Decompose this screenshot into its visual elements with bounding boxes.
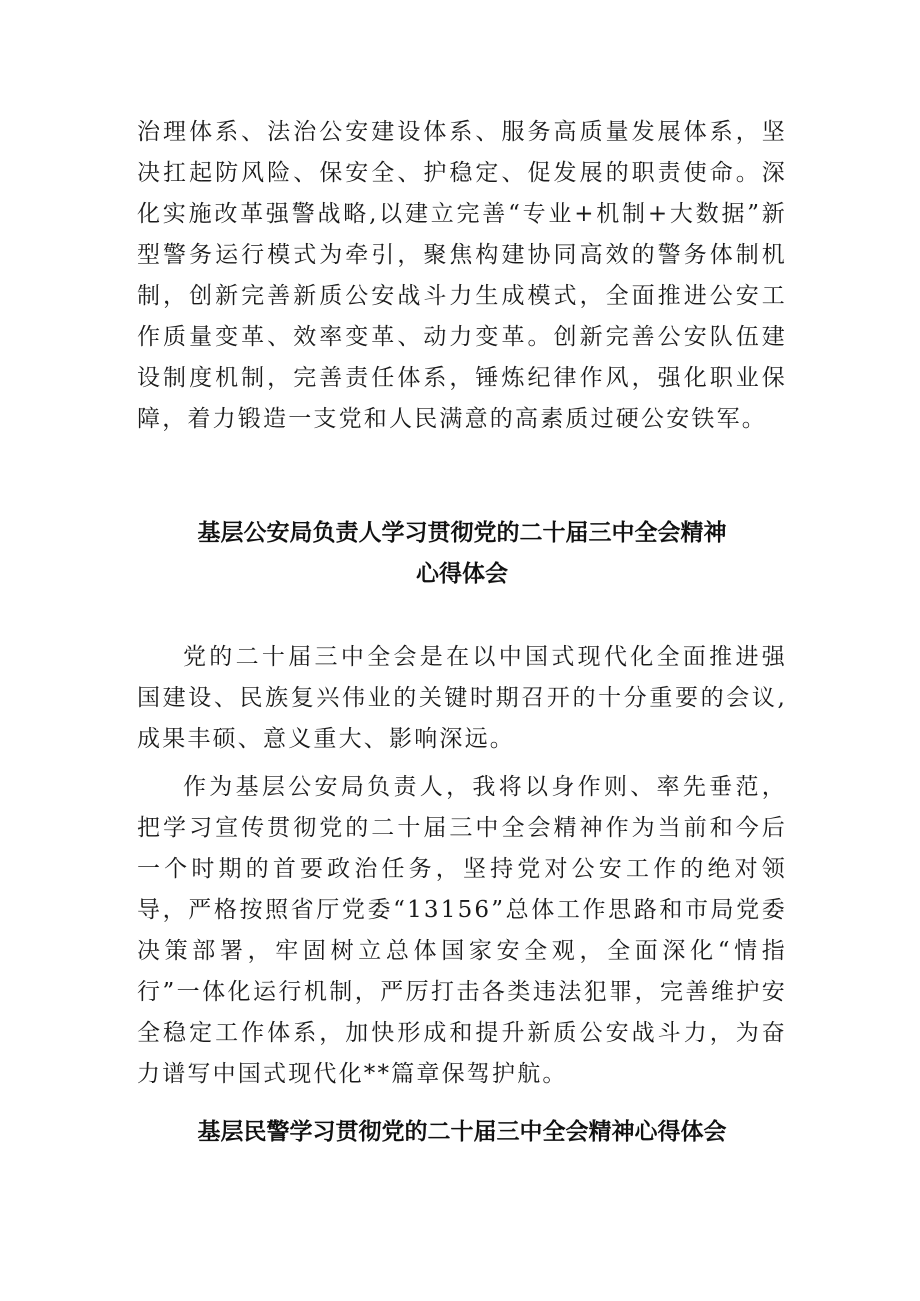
body-paragraph: 党的二十届三中全会是在以中国式现代化全面推进强国建设、民族复兴伟业的关键时期召开的十分重要的会议,成果丰硕、意义重大、影响深远。: [137, 644, 787, 752]
section-heading: [137, 513, 787, 595]
section-heading: 基层民警学习贯彻党的二十届三中全会精神心得体会: [197, 1119, 727, 1145]
heading-line: 心得体会: [416, 561, 508, 587]
body-paragraph: 治理体系、法治公安建设体系、服务高质量发展体系，坚决扛起防风险、保安全、护稳定、促发展的职责使命。深化实施改革强警战略,以建立完善“专业+机制+大数据”新型警务运行模式为牵引，聚焦构建协同高效的警务体制机制，创新完善新质公安战斗力生成模式，全面推进公安工作质量变革、效率变革、动力变革。创新完善公安队伍建设制度机制，完善责任体系，锤炼纪律作风，强化职业保障，着力锻造一支党和人民满意的高素质过硬公安铁军。: [137, 119, 787, 432]
heading-line: 基层公安局负责人学习贯彻党的二十届三中全会精神: [197, 520, 727, 546]
body-paragraph: 作为基层公安局负责人，我将以身作则、率先垂范，把学习宣传贯彻党的二十届三中全会精神作为当前和今后一个时期的首要政治任务，坚持党对公安工作的绝对领导，严格按照省厅党委“13156”总体工作思路和市局党委决策部署，牢固树立总体国家安全观，全面深化“情指行”一体化运行机制，严厉打击各类违法犯罪，完善维护安全稳定工作体系，加快形成和提升新质公安战斗力，为奋力谱写中国式现代化**篇章保驾护航。: [137, 774, 787, 1087]
